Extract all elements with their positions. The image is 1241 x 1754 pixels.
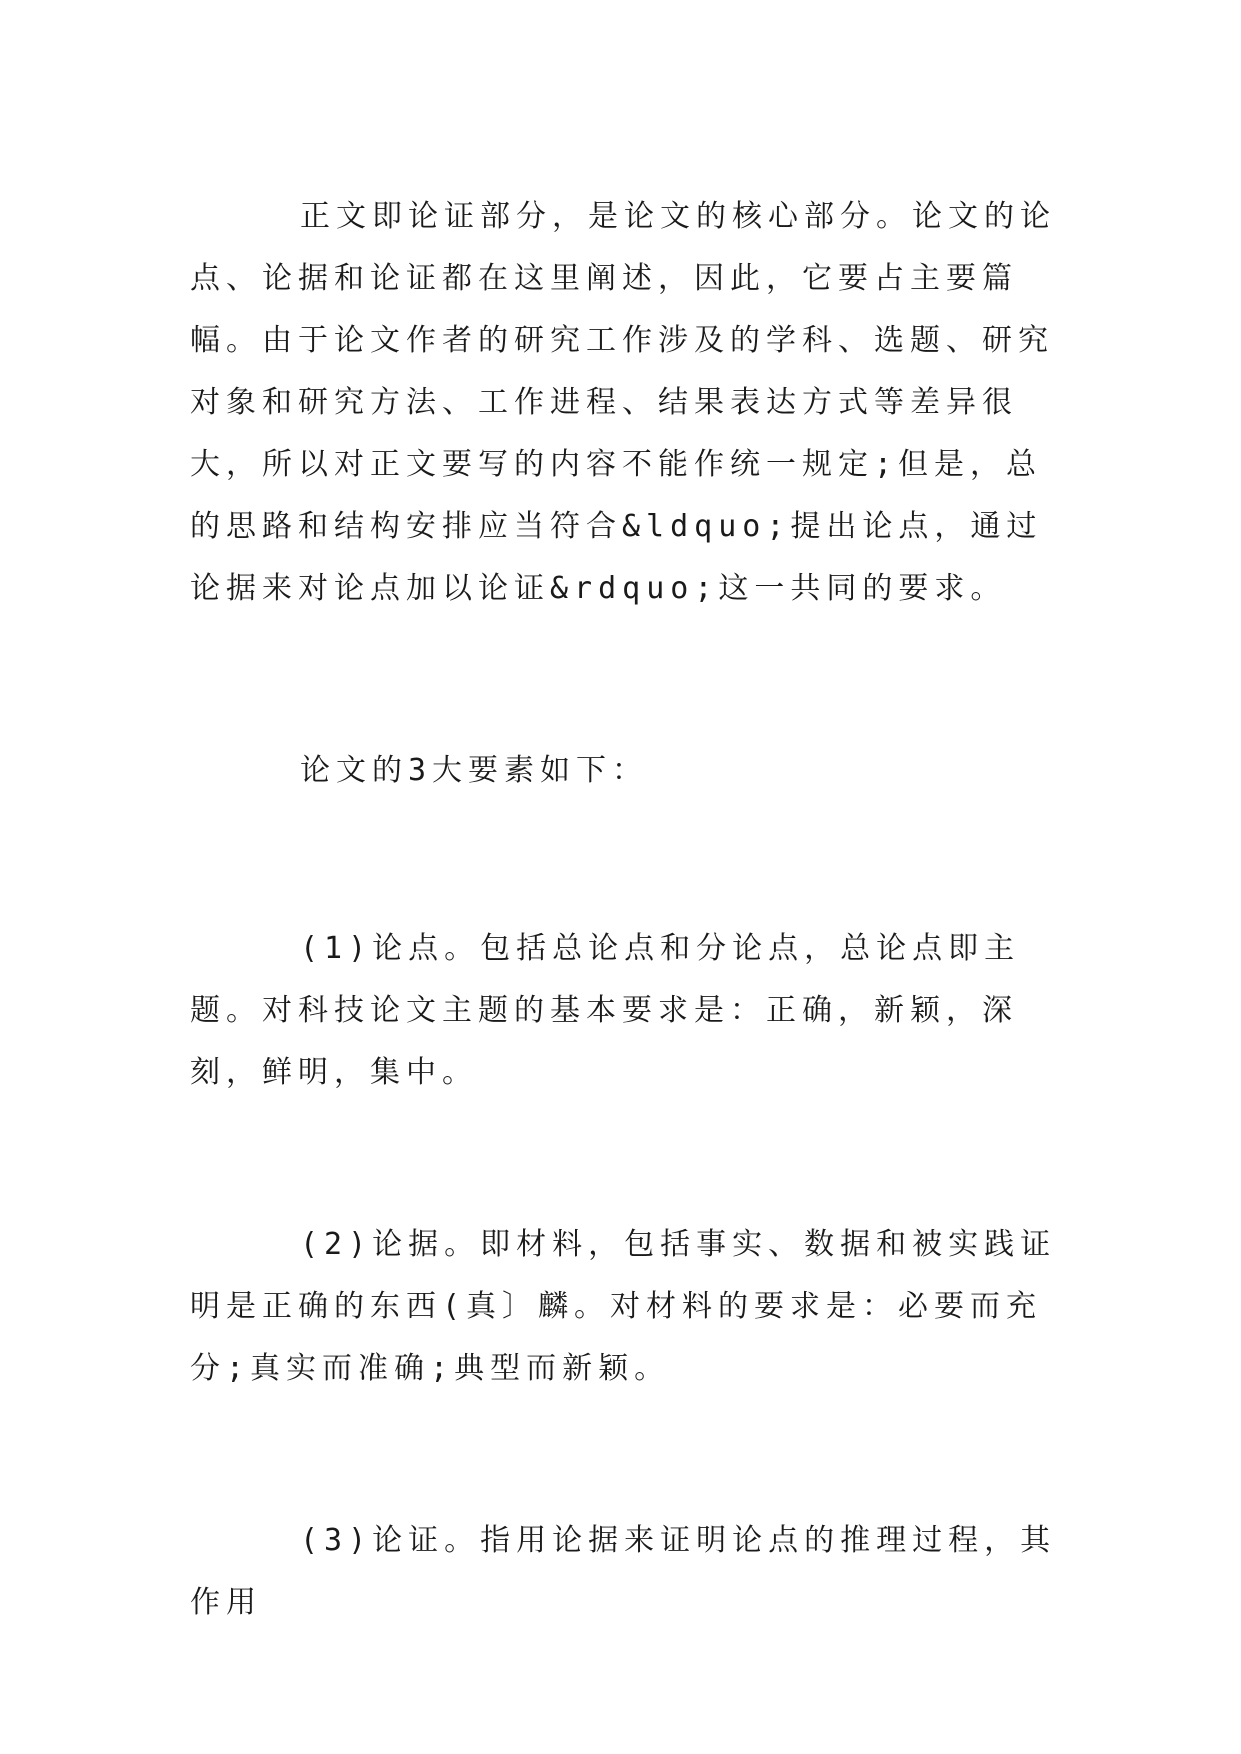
body-paragraph-three-elements: 论文的3大要素如下：: [300, 753, 649, 788]
body-paragraph-argument-point: (1)论点。包括总论点和分论点，总论点即主题。对科技论文主题的基本要求是：正确，新颖，深刻，鲜明，集中。: [190, 931, 1021, 1090]
body-paragraph-main-text: 正文即论证部分，是论文的核心部分。论文的论点、论据和论证都在这里阐述，因此，它要占主要篇幅。由于论文作者的研究工作涉及的学科、选题、研究对象和研究方法、工作进程、结果表达方式等差异很大，所以对正文要写的内容不能作统一规定;但是，总的思路和结构安排应当符合&ldquo;提出论点，通过论据来对论点加以论证&rdquo;这一共同的要求。: [190, 199, 1056, 606]
body-paragraph-evidence: (2)论据。即材料，包括事实、数据和被实践证明是正确的东西(真〕麟。对材料的要求是：必要而充分;真实而准确;典型而新颖。: [190, 1227, 1057, 1386]
body-paragraph-reasoning: (3)论证。指用论据来证明论点的推理过程，其作用: [190, 1523, 1057, 1620]
